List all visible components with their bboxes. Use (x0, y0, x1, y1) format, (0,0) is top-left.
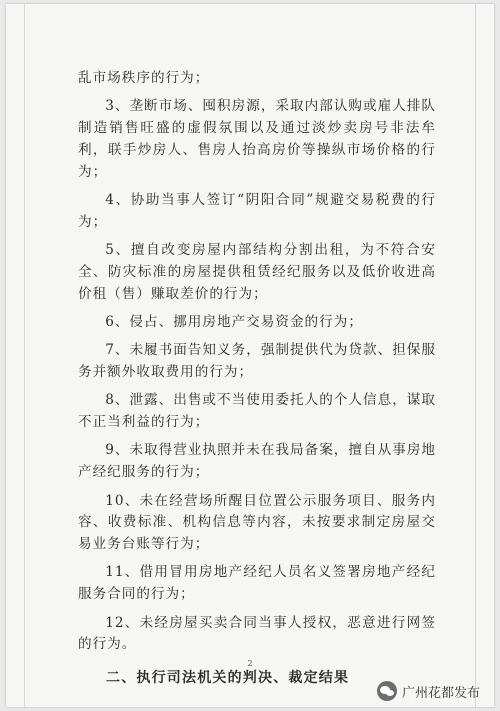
paragraph-continued: 乱市场秩序的行为； (78, 70, 210, 86)
paragraph-item-8: 8、泄露、出售或不当使用委托人的个人信息，谋取不正当利益的行为； (78, 392, 436, 431)
document-page (6, 4, 494, 707)
scan-border-left (24, 4, 25, 707)
paragraph-item-6: 6、侵占、挪用房地产交易资金的行为； (105, 313, 363, 330)
paragraph-item-7: 7、未履书面告知义务，强制提供代为贷款、担保服务并额外收取费用的行为； (78, 342, 436, 381)
watermark (377, 681, 480, 701)
scan-border-right (475, 4, 476, 707)
section-heading: 二、执行司法机关的判决、裁定结果 (106, 670, 350, 687)
page-number: 2 (247, 659, 253, 668)
wechat-icon (377, 681, 397, 701)
paragraph-item-10: 10、未在经营场所醒目位置公示服务项目、服务内容、收费标准、机构信息等内容，未按要求制定房屋交易业务台账等行为； (78, 492, 436, 553)
paragraph-item-3: 3、垄断市场、囤积房源，采取内部认购或雇人排队制造销售旺盛的虚假氛围以及通过淡炒卖房号非法牟利，联手炒房人、售房人抬高房价等操纵市场价格的行为； (78, 98, 436, 180)
paragraph-item-12: 12、未经房屋买卖合同当事人授权，恶意进行网签的行为。 (78, 614, 436, 653)
document-body (78, 68, 436, 690)
paragraph-item-5: 5、擅自改变房屋内部结构分割出租，为不符合安全、防灾标准的房屋提供租赁经纪服务以及低价收进高价租（售）赚取差价的行为； (78, 242, 436, 302)
watermark-text: 广州花都发布 (401, 685, 480, 701)
paragraph-item-9: 9、未取得营业执照并未在我局备案，擅自从事房地产经纪服务的行为； (78, 442, 436, 481)
paragraph-item-4: 4、协助当事人签订“阴阳合同”规避交易税费的行为； (78, 191, 436, 230)
paragraph-item-11: 11、借用冒用房地产经纪人员名义签署房地产经纪服务合同的行为； (78, 564, 436, 603)
